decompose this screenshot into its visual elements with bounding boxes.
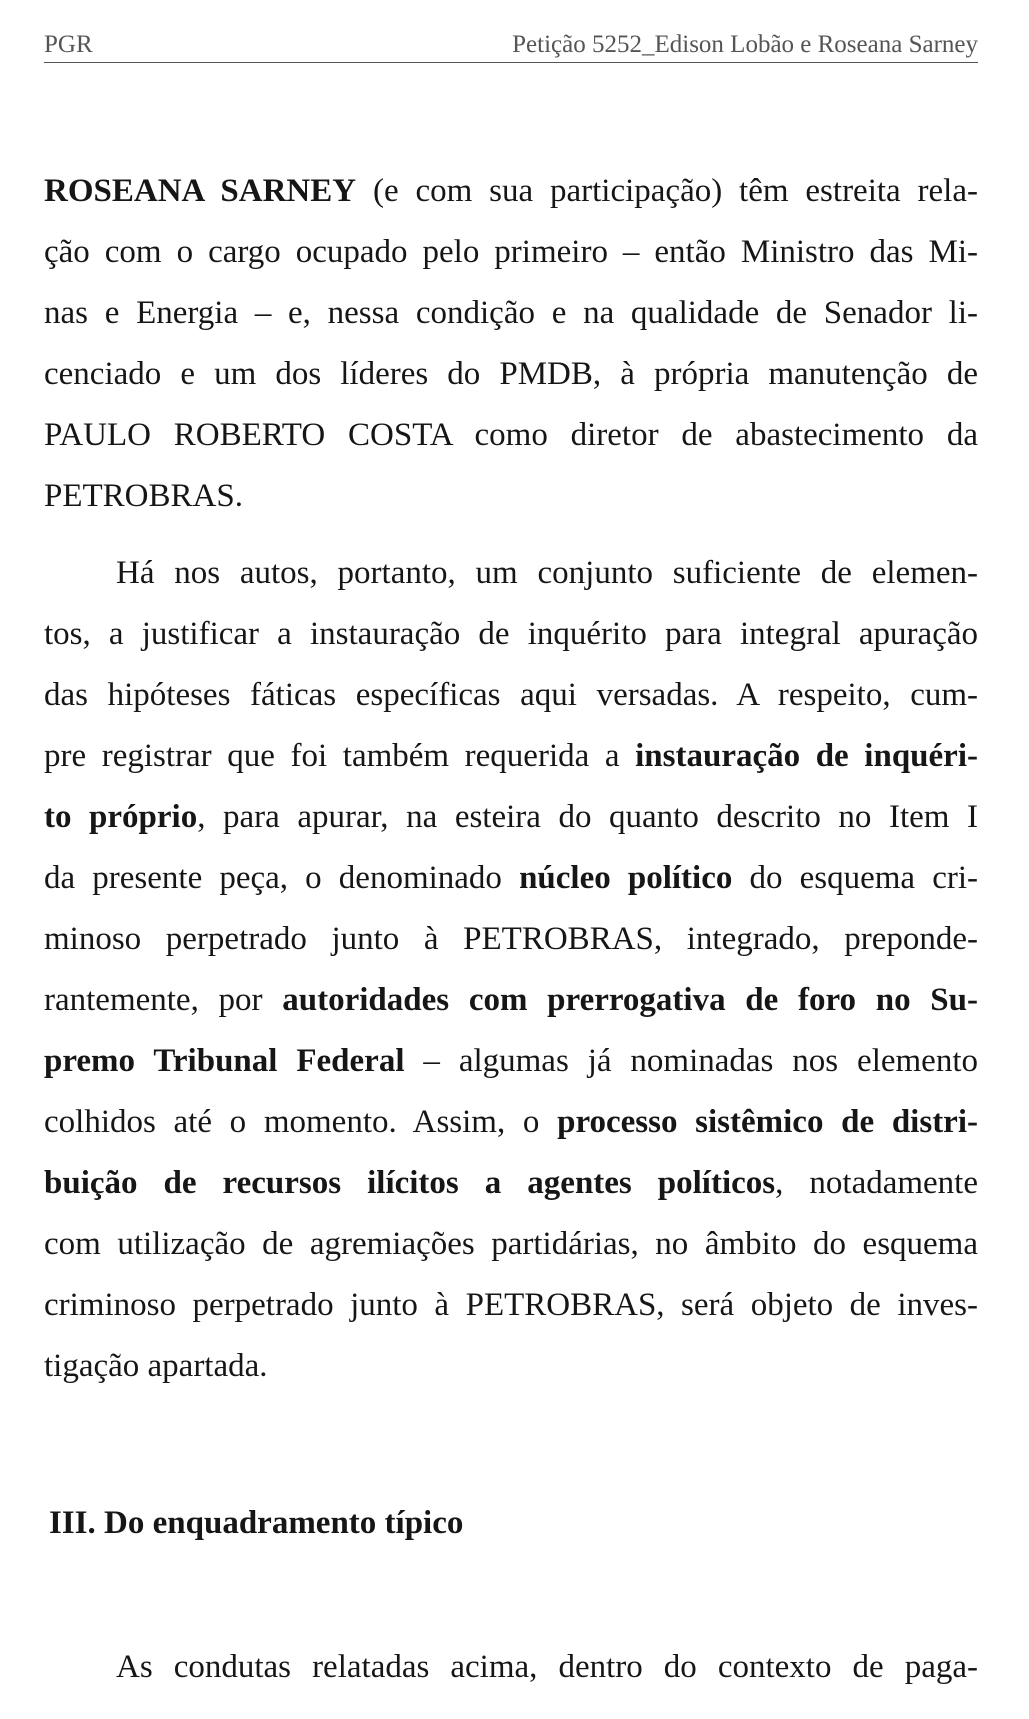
text-line: buição de recursos ilícitos a agentes políticos, notadamente <box>44 1165 979 1201</box>
text-line: com utilização de agremiações partidárias, no âmbito do esquema <box>44 1226 978 1262</box>
bold-phrase: núcleo político <box>519 860 733 896</box>
text-line: PAULO ROBERTO COSTA como diretor de abastecimento da <box>44 417 978 453</box>
bold-phrase: processo sistêmico de distri- <box>557 1104 978 1140</box>
text-line: da presente peça, o denominado núcleo político do esquema cri- <box>44 860 978 896</box>
bold-phrase: instauração de inquéri- <box>635 738 978 774</box>
text-line: criminoso perpetrado junto à PETROBRAS, será objeto de inves- <box>44 1287 978 1323</box>
header-left: PGR <box>44 31 93 58</box>
text-line: minoso perpetrado junto à PETROBRAS, integrado, preponde- <box>44 921 978 957</box>
text-line: rantemente, por autoridades com prerrogativa de foro no Su- <box>44 982 978 1018</box>
bold-phrase: to próprio <box>44 799 198 835</box>
text-line: As condutas relatadas acima, dentro do contexto de paga- <box>116 1649 978 1685</box>
bold-phrase: buição de recursos ilícitos a agentes políticos <box>44 1165 776 1201</box>
text-line: ROSEANA SARNEY (e com sua participação) têm estreita rela- <box>44 173 978 209</box>
text-line: Há nos autos, portanto, um conjunto suficiente de elemen- <box>116 555 978 591</box>
text-line: nas e Energia – e, nessa condição e na qualidade de Senador li- <box>44 295 978 331</box>
bold-phrase: premo Tribunal Federal <box>44 1043 405 1079</box>
text-line: cenciado e um dos líderes do PMDB, à própria manutenção de <box>44 356 978 392</box>
text-line: colhidos até o momento. Assim, o processo sistêmico de distri- <box>44 1104 978 1140</box>
paragraph-2 <box>44 543 978 1397</box>
text-line: to próprio, para apurar, na esteira do quanto descrito no Item I <box>44 799 978 835</box>
document-body <box>44 161 978 1397</box>
text-line: tigação apartada. <box>44 1348 268 1384</box>
text-line: PETROBRAS. <box>44 478 243 514</box>
text-line: premo Tribunal Federal – algumas já nominadas nos elemento <box>44 1043 978 1079</box>
text-line: das hipóteses fáticas específicas aqui versadas. A respeito, cum- <box>44 677 978 713</box>
bold-name: ROSEANA SARNEY <box>44 173 357 209</box>
paragraph-3 <box>44 1637 978 1698</box>
header-right: Petição 5252_Edison Lobão e Roseana Sarney <box>512 31 978 58</box>
paragraph-1 <box>44 161 978 527</box>
page-header <box>44 28 978 63</box>
text-line: pre registrar que foi também requerida a instauração de inquéri- <box>44 738 978 774</box>
bold-phrase: autoridades com prerrogativa de foro no Su- <box>282 982 978 1018</box>
text-line: tos, a justificar a instauração de inquérito para integral apuração <box>44 616 978 652</box>
text-line: ção com o cargo ocupado pelo primeiro – então Ministro das Mi- <box>44 234 978 270</box>
section-heading: III. Do enquadramento típico <box>49 1505 464 1541</box>
